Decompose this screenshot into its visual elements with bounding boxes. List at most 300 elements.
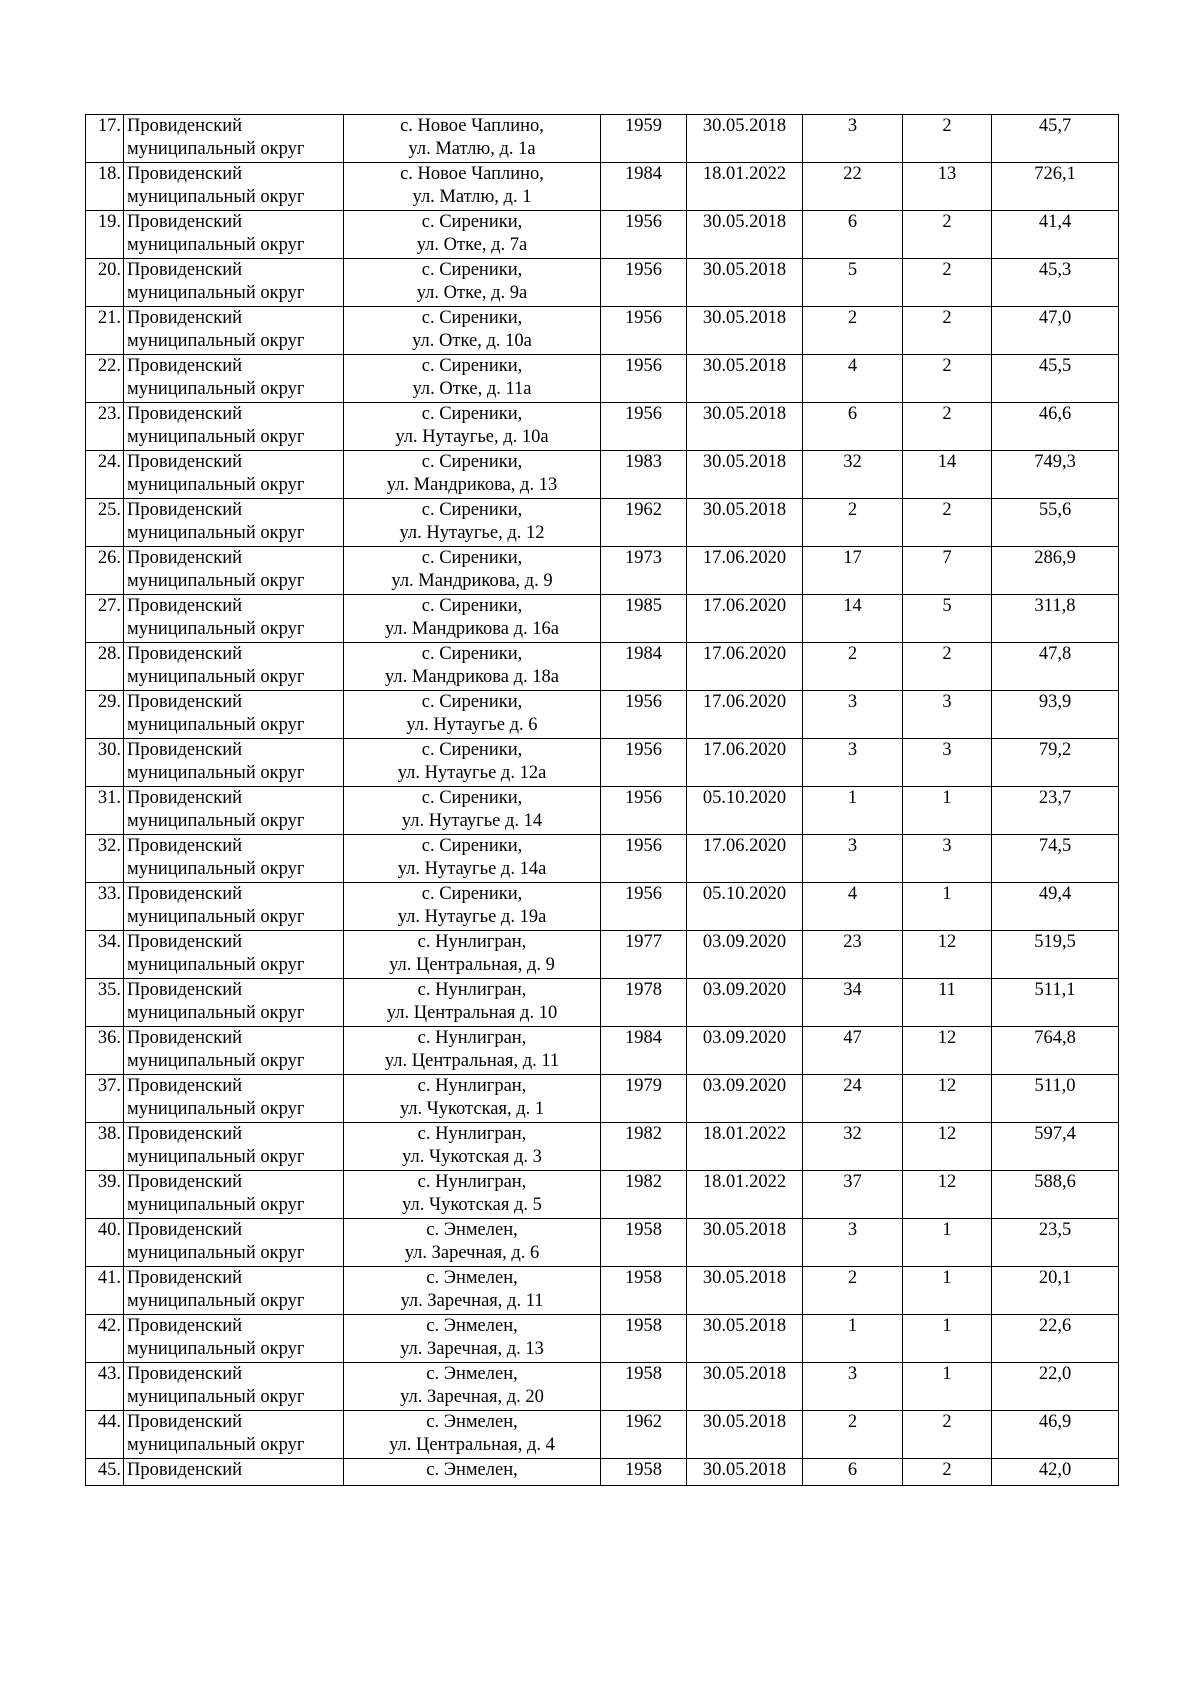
year-cell [601, 115, 687, 163]
area-cell [992, 595, 1119, 643]
organization-line-1: Провиденский [127, 740, 243, 760]
organization-cell [124, 211, 344, 259]
area-cell [992, 211, 1119, 259]
year-cell [601, 1267, 687, 1315]
people-count: 34 [843, 980, 862, 1000]
rooms-count: 7 [942, 548, 952, 568]
organization-line-2: муниципальный округ [127, 859, 305, 879]
organization-line-1: Провиденский [127, 404, 243, 424]
address-line-2: ул. Центральная, д. 4 [389, 1435, 555, 1455]
construction-year: 1956 [625, 788, 662, 808]
organization-line-1: Провиденский [127, 980, 243, 1000]
area-value: 41,4 [1038, 212, 1072, 232]
organization-cell [124, 595, 344, 643]
construction-year: 1984 [625, 164, 662, 184]
construction-year: 1977 [625, 932, 662, 952]
area-value: 79,2 [1038, 740, 1072, 760]
row-number: 37. [97, 1076, 121, 1096]
rooms-count: 2 [942, 212, 952, 232]
construction-year: 1979 [625, 1076, 662, 1096]
people-count: 1 [847, 1316, 858, 1336]
organization-cell [124, 1219, 344, 1267]
organization-line-2: муниципальный округ [127, 619, 305, 639]
rooms-count: 11 [938, 980, 956, 1000]
organization-line-1: Провиденский [127, 1364, 243, 1384]
organization-line-2: муниципальный округ [127, 1243, 305, 1263]
rooms-cell [903, 835, 992, 883]
recognition-date: 30.05.2018 [702, 1460, 787, 1480]
organization-line-1: Провиденский [127, 1316, 243, 1336]
organization-line-2: муниципальный округ [127, 1195, 305, 1215]
row-number-cell [86, 835, 124, 883]
people-count: 3 [847, 692, 858, 712]
address-cell [344, 115, 601, 163]
recognition-date: 03.09.2020 [702, 932, 787, 952]
organization-line-1: Провиденский [127, 548, 243, 568]
construction-year: 1973 [625, 548, 662, 568]
date-cell [687, 979, 803, 1027]
rooms-cell [903, 307, 992, 355]
rooms-count: 12 [937, 1124, 957, 1144]
recognition-date: 03.09.2020 [702, 1076, 787, 1096]
organization-line-2: муниципальный округ [127, 187, 305, 207]
organization-cell [124, 547, 344, 595]
date-cell [687, 1267, 803, 1315]
address-cell [344, 307, 601, 355]
rooms-cell [903, 691, 992, 739]
row-number: 30. [97, 740, 121, 760]
rooms-count: 2 [942, 308, 952, 328]
date-cell [687, 691, 803, 739]
row-number-cell [86, 1363, 124, 1411]
date-cell [687, 1171, 803, 1219]
recognition-date: 30.05.2018 [702, 116, 787, 136]
address-line-1: с. Сиреники, [421, 884, 523, 904]
area-value: 749,3 [1034, 452, 1076, 472]
organization-cell [124, 1315, 344, 1363]
year-cell [601, 1027, 687, 1075]
organization-line-1: Провиденский [127, 1220, 243, 1240]
organization-line-1: Провиденский [127, 836, 243, 856]
area-value: 23,7 [1038, 788, 1072, 808]
construction-year: 1978 [625, 980, 662, 1000]
organization-line-1: Провиденский [127, 1460, 243, 1480]
organization-line-1: Провиденский [127, 1268, 243, 1288]
date-cell [687, 643, 803, 691]
table-row [86, 163, 1119, 211]
document-page [85, 114, 1119, 1486]
year-cell [601, 979, 687, 1027]
table-row [86, 1123, 1119, 1171]
address-line-2: ул. Отке, д. 7а [416, 235, 528, 255]
year-cell [601, 643, 687, 691]
area-cell [992, 499, 1119, 547]
construction-year: 1956 [625, 308, 662, 328]
organization-cell [124, 163, 344, 211]
row-number-cell [86, 1075, 124, 1123]
area-value: 764,8 [1034, 1028, 1076, 1048]
address-line-1: с. Сиреники, [421, 260, 523, 280]
rooms-count: 14 [937, 452, 957, 472]
rooms-count: 12 [937, 1028, 957, 1048]
area-value: 511,0 [1034, 1076, 1076, 1096]
row-number-cell [86, 691, 124, 739]
address-line-1: с. Энмелен, [426, 1412, 518, 1432]
area-value: 74,5 [1038, 836, 1072, 856]
organization-cell [124, 499, 344, 547]
recognition-date: 17.06.2020 [702, 740, 787, 760]
people-cell [803, 1027, 903, 1075]
address-line-2: ул. Заречная, д. 6 [404, 1243, 540, 1263]
rooms-count: 1 [942, 1316, 952, 1336]
organization-cell [124, 691, 344, 739]
organization-cell [124, 451, 344, 499]
address-line-2: ул. Центральная, д. 11 [384, 1051, 560, 1071]
date-cell [687, 1411, 803, 1459]
rooms-cell [903, 1411, 992, 1459]
area-value: 42,0 [1038, 1460, 1072, 1480]
address-line-1: с. Сиреники, [421, 548, 523, 568]
row-number-cell [86, 499, 124, 547]
date-cell [687, 1315, 803, 1363]
row-number-cell [86, 883, 124, 931]
construction-year: 1962 [625, 500, 662, 520]
organization-line-1: Провиденский [127, 356, 243, 376]
year-cell [601, 451, 687, 499]
row-number-cell [86, 1123, 124, 1171]
address-cell [344, 403, 601, 451]
people-cell [803, 547, 903, 595]
table-row [86, 787, 1119, 835]
housing-table [85, 114, 1119, 1486]
rooms-count: 3 [942, 836, 952, 856]
organization-line-1: Провиденский [127, 884, 243, 904]
table-row [86, 451, 1119, 499]
people-cell [803, 259, 903, 307]
people-cell [803, 451, 903, 499]
organization-line-2: муниципальный округ [127, 763, 305, 783]
rooms-cell [903, 259, 992, 307]
area-cell [992, 691, 1119, 739]
area-value: 93,9 [1038, 692, 1072, 712]
organization-cell [124, 883, 344, 931]
area-value: 45,7 [1038, 116, 1072, 136]
table-row [86, 1171, 1119, 1219]
rooms-count: 1 [942, 788, 952, 808]
table-row [86, 643, 1119, 691]
organization-cell [124, 835, 344, 883]
address-line-2: ул. Центральная д. 10 [386, 1003, 558, 1023]
area-cell [992, 1267, 1119, 1315]
address-line-2: ул. Нутаугье д. 6 [406, 715, 538, 735]
address-line-1: с. Нунлигран, [417, 1076, 527, 1096]
rooms-cell [903, 883, 992, 931]
people-count: 3 [847, 836, 858, 856]
year-cell [601, 307, 687, 355]
people-cell [803, 403, 903, 451]
rooms-cell [903, 1171, 992, 1219]
area-cell [992, 1411, 1119, 1459]
area-cell [992, 835, 1119, 883]
people-count: 3 [847, 1364, 858, 1384]
address-line-2: ул. Нутаугье д. 12а [397, 763, 547, 783]
organization-line-2: муниципальный округ [127, 907, 305, 927]
rooms-count: 2 [942, 116, 952, 136]
people-count: 32 [843, 1124, 862, 1144]
address-line-2: ул. Чукотская д. 3 [402, 1147, 542, 1167]
construction-year: 1958 [625, 1460, 662, 1480]
date-cell [687, 883, 803, 931]
address-line-1: с. Нунлигран, [417, 932, 527, 952]
year-cell [601, 1411, 687, 1459]
people-cell [803, 979, 903, 1027]
people-cell [803, 1459, 903, 1486]
year-cell [601, 1123, 687, 1171]
area-value: 47,0 [1038, 308, 1072, 328]
year-cell [601, 355, 687, 403]
year-cell [601, 931, 687, 979]
area-value: 55,6 [1038, 500, 1072, 520]
area-value: 45,5 [1038, 356, 1072, 376]
area-cell [992, 547, 1119, 595]
address-line-1: с. Сиреники, [421, 356, 523, 376]
area-cell [992, 355, 1119, 403]
rooms-cell [903, 979, 992, 1027]
organization-cell [124, 307, 344, 355]
area-cell [992, 1363, 1119, 1411]
row-number: 28. [97, 644, 121, 664]
organization-cell [124, 403, 344, 451]
address-line-2: ул. Нутаугье, д. 12 [399, 523, 545, 543]
address-cell [344, 979, 601, 1027]
address-cell [344, 1219, 601, 1267]
rooms-cell [903, 595, 992, 643]
address-line-2: ул. Центральная, д. 9 [389, 955, 555, 975]
people-count: 37 [843, 1172, 862, 1192]
people-cell [803, 595, 903, 643]
area-cell [992, 1219, 1119, 1267]
row-number: 26. [97, 548, 121, 568]
organization-line-1: Провиденский [127, 932, 243, 952]
table-row [86, 931, 1119, 979]
organization-line-2: муниципальный округ [127, 235, 305, 255]
rooms-cell [903, 739, 992, 787]
address-line-1: с. Энмелен, [426, 1364, 518, 1384]
rooms-count: 2 [942, 260, 952, 280]
organization-line-2: муниципальный округ [127, 715, 305, 735]
address-line-2: ул. Мандрикова, д. 13 [386, 475, 558, 495]
area-cell [992, 787, 1119, 835]
people-cell [803, 1315, 903, 1363]
year-cell [601, 1075, 687, 1123]
row-number-cell [86, 595, 124, 643]
date-cell [687, 931, 803, 979]
area-cell [992, 115, 1119, 163]
row-number-cell [86, 643, 124, 691]
people-count: 3 [847, 740, 858, 760]
address-line-2: ул. Нутаугье, д. 10а [395, 427, 549, 447]
address-line-2: ул. Отке, д. 10а [412, 331, 532, 351]
area-value: 22,0 [1038, 1364, 1072, 1384]
table-row [86, 259, 1119, 307]
address-cell [344, 163, 601, 211]
area-cell [992, 403, 1119, 451]
table-row [86, 499, 1119, 547]
address-cell [344, 883, 601, 931]
date-cell [687, 451, 803, 499]
area-cell [992, 307, 1119, 355]
address-cell [344, 787, 601, 835]
address-cell [344, 1411, 601, 1459]
address-line-2: ул. Чукотская д. 5 [402, 1195, 542, 1215]
recognition-date: 30.05.2018 [702, 308, 787, 328]
year-cell [601, 499, 687, 547]
row-number: 40. [97, 1220, 121, 1240]
recognition-date: 17.06.2020 [702, 836, 787, 856]
year-cell [601, 1363, 687, 1411]
organization-line-1: Провиденский [127, 644, 243, 664]
address-line-1: с. Сиреники, [421, 404, 523, 424]
address-line-1: с. Энмелен, [426, 1268, 518, 1288]
organization-cell [124, 1027, 344, 1075]
area-value: 46,6 [1038, 404, 1072, 424]
rooms-count: 2 [942, 500, 952, 520]
construction-year: 1956 [625, 356, 662, 376]
area-value: 311,8 [1034, 596, 1076, 616]
area-cell [992, 1075, 1119, 1123]
table-row [86, 355, 1119, 403]
rooms-cell [903, 643, 992, 691]
area-value: 49,4 [1038, 884, 1072, 904]
recognition-date: 05.10.2020 [702, 884, 787, 904]
year-cell [601, 163, 687, 211]
date-cell [687, 307, 803, 355]
address-cell [344, 691, 601, 739]
recognition-date: 30.05.2018 [702, 404, 787, 424]
recognition-date: 18.01.2022 [702, 1172, 787, 1192]
area-cell [992, 1315, 1119, 1363]
rooms-cell [903, 1123, 992, 1171]
people-count: 3 [847, 1220, 858, 1240]
table-row [86, 835, 1119, 883]
rooms-cell [903, 1267, 992, 1315]
address-line-1: с. Нунлигран, [417, 980, 527, 1000]
rooms-cell [903, 163, 992, 211]
address-line-1: с. Сиреники, [421, 596, 523, 616]
row-number-cell [86, 1459, 124, 1486]
people-cell [803, 1075, 903, 1123]
area-cell [992, 1123, 1119, 1171]
organization-cell [124, 979, 344, 1027]
people-cell [803, 787, 903, 835]
year-cell [601, 547, 687, 595]
organization-line-2: муниципальный округ [127, 139, 305, 159]
row-number: 41. [97, 1268, 121, 1288]
people-count: 14 [843, 596, 862, 616]
table-row [86, 1411, 1119, 1459]
organization-cell [124, 1123, 344, 1171]
people-count: 2 [847, 1412, 858, 1432]
address-cell [344, 595, 601, 643]
people-cell [803, 499, 903, 547]
organization-line-1: Провиденский [127, 1412, 243, 1432]
row-number: 22. [97, 356, 121, 376]
recognition-date: 30.05.2018 [702, 356, 787, 376]
table-row [86, 979, 1119, 1027]
rooms-count: 1 [942, 1220, 952, 1240]
recognition-date: 30.05.2018 [702, 212, 787, 232]
year-cell [601, 259, 687, 307]
rooms-cell [903, 211, 992, 259]
organization-cell [124, 643, 344, 691]
date-cell [687, 739, 803, 787]
address-line-2: ул. Заречная, д. 20 [400, 1387, 544, 1407]
area-value: 46,9 [1038, 1412, 1072, 1432]
row-number: 36. [97, 1028, 121, 1048]
row-number-cell [86, 931, 124, 979]
rooms-cell [903, 787, 992, 835]
table-row [86, 595, 1119, 643]
area-cell [992, 643, 1119, 691]
area-value: 23,5 [1038, 1220, 1072, 1240]
rooms-count: 5 [942, 596, 952, 616]
people-cell [803, 163, 903, 211]
organization-line-2: муниципальный округ [127, 1051, 305, 1071]
address-line-1: с. Энмелен, [426, 1460, 518, 1480]
table-row [86, 1459, 1119, 1486]
year-cell [601, 1315, 687, 1363]
people-count: 24 [843, 1076, 862, 1096]
address-cell [344, 1171, 601, 1219]
area-value: 726,1 [1034, 164, 1076, 184]
row-number-cell [86, 163, 124, 211]
people-count: 4 [847, 356, 858, 376]
construction-year: 1958 [625, 1220, 662, 1240]
organization-line-2: муниципальный округ [127, 1339, 305, 1359]
row-number-cell [86, 787, 124, 835]
construction-year: 1956 [625, 404, 662, 424]
area-cell [992, 739, 1119, 787]
address-line-2: ул. Нутаугье д. 19а [397, 907, 547, 927]
rooms-count: 2 [942, 644, 952, 664]
organization-line-2: муниципальный округ [127, 1387, 305, 1407]
row-number-cell [86, 979, 124, 1027]
row-number: 44. [97, 1412, 121, 1432]
row-number-cell [86, 115, 124, 163]
construction-year: 1985 [625, 596, 662, 616]
organization-line-1: Провиденский [127, 1124, 243, 1144]
rooms-count: 3 [942, 740, 952, 760]
rooms-count: 3 [942, 692, 952, 712]
address-line-2: ул. Мандрикова д. 16а [384, 619, 560, 639]
organization-cell [124, 259, 344, 307]
table-row [86, 211, 1119, 259]
construction-year: 1959 [625, 116, 662, 136]
area-value: 588,6 [1034, 1172, 1076, 1192]
organization-line-1: Провиденский [127, 116, 243, 136]
people-cell [803, 691, 903, 739]
address-cell [344, 451, 601, 499]
address-line-2: ул. Заречная, д. 13 [400, 1339, 544, 1359]
people-cell [803, 115, 903, 163]
recognition-date: 30.05.2018 [702, 1220, 787, 1240]
people-cell [803, 1219, 903, 1267]
people-count: 5 [847, 260, 858, 280]
people-cell [803, 931, 903, 979]
recognition-date: 17.06.2020 [702, 548, 787, 568]
rooms-cell [903, 547, 992, 595]
area-cell [992, 1027, 1119, 1075]
